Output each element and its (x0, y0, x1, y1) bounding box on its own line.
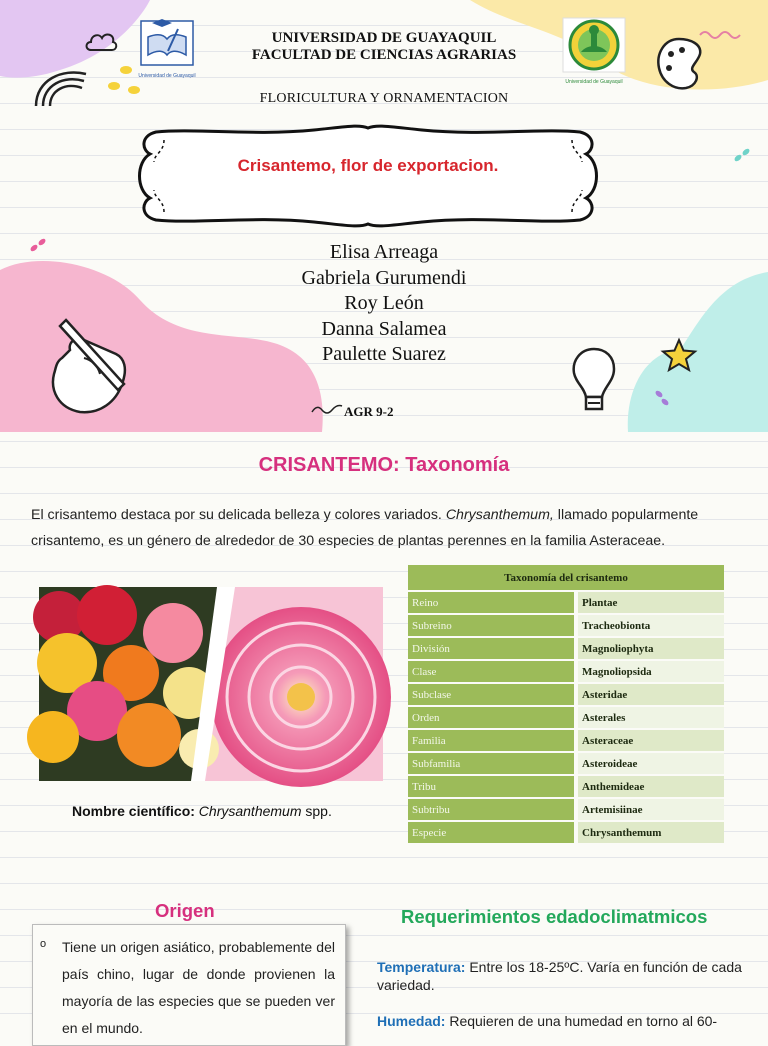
rank-cell: Clase (408, 659, 578, 682)
value-cell: Magnoliophyta (578, 636, 724, 659)
purple-dots-decoration (651, 386, 675, 408)
table-row (408, 682, 724, 705)
bullet-marker: o (40, 938, 47, 950)
scientific-name-suffix: spp. (301, 803, 332, 819)
author-name: Paulette Suarez (322, 343, 446, 365)
table-row (408, 613, 724, 636)
value-cell: Asteraceae (578, 728, 724, 751)
intro-text-start: El crisantemo destaca por su delicada belleza y colores variados. (31, 507, 446, 523)
university-name: UNIVERSIDAD DE GUAYAQUIL (271, 30, 497, 46)
course-name: FLORICULTURA Y ORNAMENTACION (259, 91, 509, 106)
author-name: Elisa Arreaga (329, 241, 439, 263)
teal-dots-decoration (730, 146, 754, 166)
rank-cell: Subclase (408, 682, 578, 705)
table-row (408, 797, 724, 820)
temperature-requirement (377, 958, 747, 994)
group-code: AGR 9-2 (344, 404, 394, 419)
table-row (408, 636, 724, 659)
value-cell: Asterales (578, 705, 724, 728)
taxonomy-table (408, 565, 724, 843)
author-name: Roy León (344, 292, 424, 314)
genus-italic: Chrysanthemum, (445, 507, 554, 523)
scientific-name (72, 803, 332, 819)
table-row (408, 659, 724, 682)
logo-left-caption: Universidad de Guayaquil (138, 73, 196, 79)
value-cell: Tracheobionta (578, 613, 724, 636)
value-cell: Chrysanthemum (578, 820, 724, 843)
author-name: Danna Salamea (321, 317, 447, 340)
scientific-name-genus: Chrysanthemum (198, 803, 302, 819)
wavy-line-decoration-small (310, 402, 344, 416)
table-row (408, 590, 724, 613)
value-cell: Asteridae (578, 682, 724, 705)
intro-paragraph (31, 502, 743, 554)
rank-cell: Familia (408, 728, 578, 751)
authors-list (0, 240, 768, 368)
intro-text-end: llamado popularmente crisantemo, es un género de alrededor de 30 especies de plantas perennes en la familia Asteraceae. (31, 507, 699, 549)
table-row (408, 774, 724, 797)
rank-cell: Orden (408, 705, 578, 728)
table-header-row (408, 565, 724, 590)
author-name: Gabriela Gurumendi (301, 266, 467, 289)
logo-right-caption: Universidad de Guayaquil (565, 79, 623, 85)
document-title: Crisantemo, flor de exportacion. (237, 156, 499, 175)
value-cell: Asteroideae (578, 751, 724, 774)
requirements-heading: Requerimientos edadoclimatmicos (401, 906, 708, 927)
table-row (408, 705, 724, 728)
table-header: Taxonomía del crisantemo (408, 565, 724, 590)
temperature-text: Entre los 18-25ºC. Varía en función de cada variedad. (377, 959, 742, 993)
humidity-label: Humedad: (377, 1013, 446, 1029)
rank-cell: Especie (408, 820, 578, 843)
origin-text: Tiene un origen asiático, probablemente del país chino, lugar de donde provienen la mayoría de las especies que se pueden ver en el mundo. (62, 939, 335, 1036)
value-cell: Magnoliopsida (578, 659, 724, 682)
taxonomy-heading: CRISANTEMO: Taxonomía (258, 454, 510, 476)
humidity-requirement (377, 1012, 747, 1030)
rank-cell: Tribu (408, 774, 578, 797)
scientific-name-label: Nombre científico: (72, 803, 195, 819)
humidity-text: Requieren de una humedad en torno al 60- (445, 1013, 718, 1029)
rank-cell: Reino (408, 590, 578, 613)
value-cell: Plantae (578, 590, 724, 613)
temperature-label: Temperatura: (377, 959, 466, 975)
value-cell: Artemisiinae (578, 797, 724, 820)
institution-header (0, 30, 768, 64)
rank-cell: Subtribu (408, 797, 578, 820)
rank-cell: División (408, 636, 578, 659)
table-row (408, 820, 724, 843)
rank-cell: Subfamilia (408, 751, 578, 774)
rank-cell: Subreino (408, 613, 578, 636)
origin-heading: Origen (155, 900, 215, 921)
faculty-name: FACULTAD DE CIENCIAS AGRARIAS (251, 47, 517, 63)
value-cell: Anthemideae (578, 774, 724, 797)
table-row (408, 751, 724, 774)
title-scroll-frame (134, 124, 602, 228)
table-row (408, 728, 724, 751)
chrysanthemum-photo (39, 587, 383, 781)
